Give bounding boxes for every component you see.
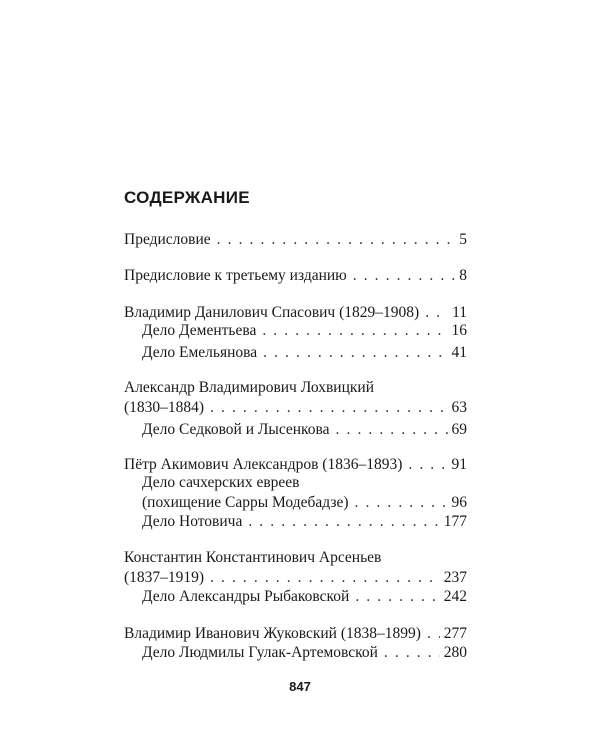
toc-subentry-emelianov[interactable] [142,343,467,363]
toc-subentry-gulak-artemovskaya[interactable] [142,643,467,663]
toc-page-number: 63 [451,399,467,416]
dot-leader [336,420,448,440]
dot-leader [355,493,448,513]
toc-entry-title: Владимир Данилович Спасович (1829–1908) [124,304,420,321]
dot-leader [355,587,439,607]
toc-entry-title: Пётр Акимович Александров (1836–1893) [124,456,403,473]
page-number-footer: 847 [289,679,311,694]
toc-entry-title: Владимир Иванович Жуковский (1838–1899) [124,625,421,642]
toc-entry-title: Дело Седковой и Лысенкова [142,421,330,438]
toc-entry-title: Дело Нотовича [142,513,243,530]
toc-page-number: 11 [452,304,467,321]
toc-page-number: 16 [451,322,467,339]
toc-page-number: 8 [459,267,467,284]
toc-entry-zhukovsky[interactable] [124,624,467,644]
toc-entry-aleksandrov[interactable] [124,455,467,475]
toc-page-number: 277 [443,625,467,642]
toc-entry-title: Предисловие [124,231,211,248]
toc-page-number: 177 [443,513,467,530]
toc-entry-third-edition-preface[interactable] [124,266,467,286]
toc-entry-spasovich[interactable] [124,303,467,323]
toc-page-number: 280 [443,644,467,661]
dot-leader [408,455,447,475]
toc-entry-arseniev-line1: Константин Константинович Арсеньев [124,549,382,566]
toc-page-number: 237 [443,569,467,586]
dot-leader [384,643,440,663]
toc-entry-preface[interactable] [124,230,467,250]
dot-leader [353,266,455,286]
toc-page-number: 41 [451,344,467,361]
dot-leader [263,343,447,363]
toc-page-number: 5 [459,231,467,248]
toc-subentry-notovich[interactable] [142,512,467,532]
toc-subentry-rybakovskaya[interactable] [142,587,467,607]
toc-page-number: 242 [443,588,467,605]
toc-subentry-sachkhere[interactable] [142,493,467,513]
toc-subentry-sachkhere-line1: Дело сачхерских евреев [142,474,300,491]
toc-entry-title: (1837–1919) [124,569,205,586]
toc-subentry-dementiev[interactable] [142,321,467,341]
toc-entry-title: Дело Людмилы Гулак-Артемовской [142,644,378,661]
toc-entry-title: Предисловие к третьему изданию [124,267,347,284]
dot-leader [210,398,447,418]
toc-entry-title: Дело Дементьева [142,322,257,339]
toc-entry-title: (1830–1884) [124,399,205,416]
dot-leader [425,303,448,323]
dot-leader [248,512,439,532]
toc-entry-lokhvitsky[interactable] [124,398,467,418]
toc-entry-title: (похищение Сарры Модебадзе) [142,494,349,511]
dot-leader [217,230,456,250]
toc-page-number: 91 [451,456,467,473]
dot-leader [210,568,440,588]
toc-entry-title: Дело Емельянова [142,344,258,361]
dot-leader [427,624,440,644]
toc-entry-arseniev[interactable] [124,568,467,588]
toc-subentry-sedkova[interactable] [142,420,467,440]
toc-page-number: 69 [451,421,467,438]
toc-page-number: 96 [451,494,467,511]
toc-entry-title: Дело Александры Рыбаковской [142,588,350,605]
toc-entry-lokhvitsky-line1: Александр Владимирович Лохвицкий [124,379,374,396]
page-heading: СОДЕРЖАНИЕ [124,188,250,207]
dot-leader [262,321,447,341]
